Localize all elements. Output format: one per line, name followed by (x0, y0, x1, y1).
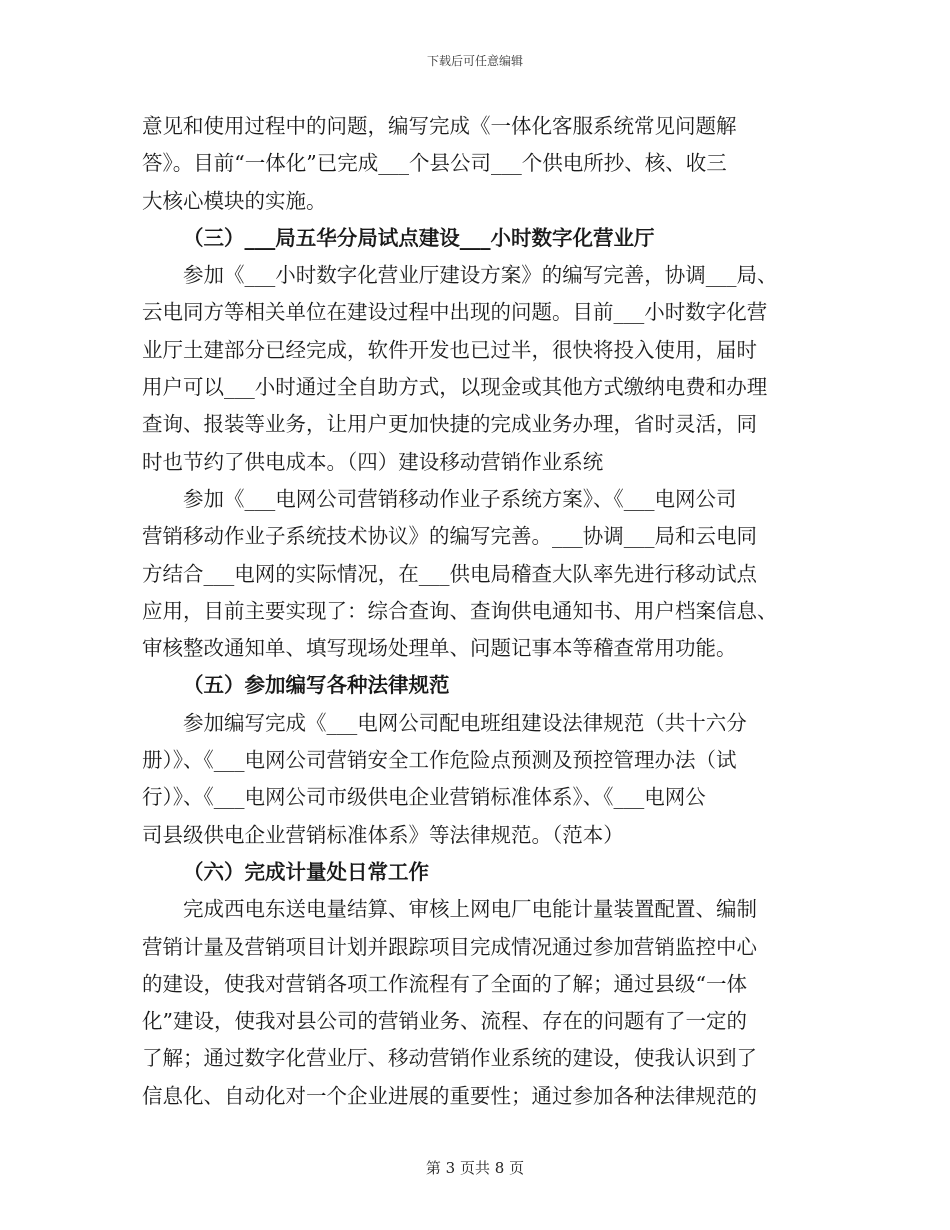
body-text-line: 行）》、《___电网公司市级供电企业营销标准体系》、《___电网公 (142, 785, 706, 810)
body-text-line: 营销计量及营销项目计划并跟踪项目完成情况通过参加营销监控中心 (142, 934, 757, 959)
body-text-line: 大核心模块的实施。 (142, 188, 327, 213)
section-heading: （五）参加编写各种法律规范 (183, 673, 450, 698)
body-text-line: 信息化、自动化对一个企业进展的重要性；通过参加各种法律规范的 (142, 1083, 757, 1108)
body-text-line: 审核整改通知单、填写现场处理单、问题记事本等稽查常用功能。 (142, 636, 737, 661)
body-text-line: 方结合___电网的实际情况，在___供电局稽查大队率先进行移动试点 (142, 561, 757, 586)
body-text-line: 参加《___电网公司营销移动作业子系统方案》、《___电网公司 (183, 486, 737, 511)
body-text-line: 意见和使用过程中的问题，编写完成《一体化客服系统常见问题解 (142, 114, 737, 138)
body-text-line: 司县级供电企业营销标准体系》等法律规范。（范本） (142, 822, 624, 847)
body-text-line: 册）》、《___电网公司营销安全工作危险点预测及预控管理办法（试 (142, 748, 737, 773)
body-text-line: 业厅土建部分已经完成，软件开发也已过半，很快将投入使用，届时 (142, 337, 757, 362)
body-text-line: 时也节约了供电成本。（四）建设移动营销作业系统 (142, 449, 604, 474)
page-header: 下载后可任意编辑 (426, 54, 523, 68)
body-text-line: 参加编写完成《___电网公司配电班组建设法律规范（共十六分 (183, 710, 747, 735)
section-heading: （三）___局五华分局试点建设___小时数字化营业厅 (183, 225, 655, 250)
body-text-line: 了解；通过数字化营业厅、移动营销作业系统的建设，使我认识到了 (142, 1046, 757, 1071)
body-text-line: 查询、报装等业务，让用户更加快捷的完成业务办理，省时灵活，同 (142, 412, 757, 437)
section-heading: （六）完成计量处日常工作 (183, 859, 429, 884)
page-footer: 第 3 页共 8 页 (425, 1159, 525, 1177)
body-text-line: 化”建设，使我对县公司的营销业务、流程、存在的问题有了一定的 (142, 1009, 747, 1034)
body-text-line: 营销移动作业子系统技术协议》的编写完善。___协调___局和云电同 (142, 524, 757, 549)
body-text-line: 完成西电东送电量结算、审核上网电厂电能计量装置配置、编制 (183, 897, 757, 922)
document-body (142, 108, 812, 1115)
body-text-line: 的建设，使我对营销各项工作流程有了全面的了解；通过县级“一体 (142, 971, 747, 996)
body-text-line: 云电同方等相关单位在建设过程中出现的问题。目前___小时数字化营 (142, 300, 768, 325)
body-text-line: 答》。目前“一体化”已完成___个县公司___个供电所抄、核、收三 (142, 151, 727, 176)
body-text-line: 参加《___小时数字化营业厅建设方案》的编写完善，协调___局、 (183, 263, 778, 288)
body-text-line: 用户可以___小时通过全自助方式，以现金或其他方式缴纳电费和办理 (142, 375, 768, 400)
body-text-line: 应用，目前主要实现了：综合查询、查询供电通知书、用户档案信息、 (142, 598, 778, 623)
